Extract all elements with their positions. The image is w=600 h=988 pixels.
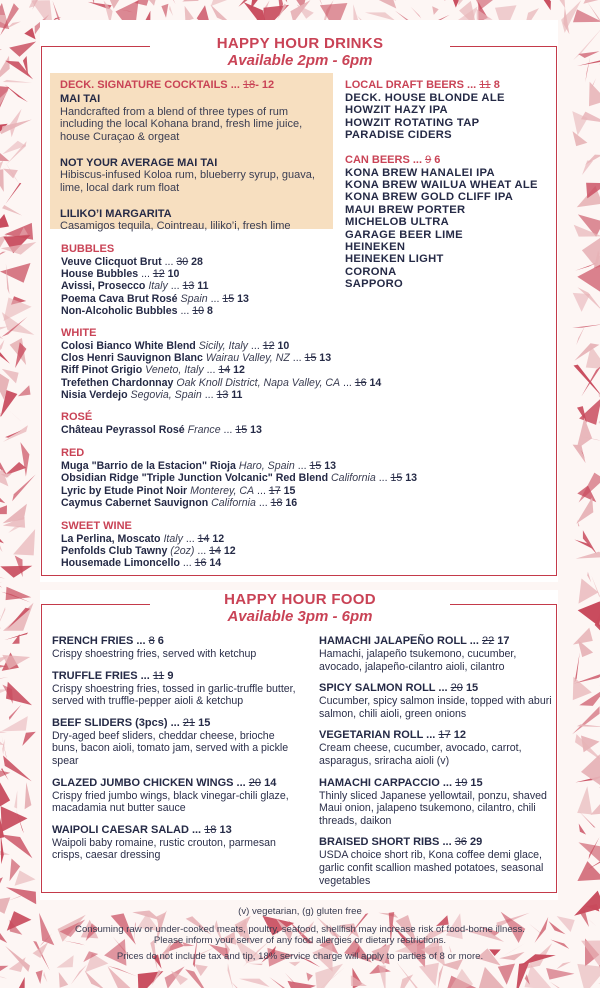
wine-name: Caymus Cabernet Sauvignon: [61, 496, 209, 509]
wine-new-price: 14: [369, 376, 382, 389]
wine-new-price: 12: [233, 364, 245, 377]
food-item: [319, 682, 554, 720]
beer-item: KONA BREW HANALEI IPA: [345, 166, 495, 179]
wine-origin: California: [211, 496, 256, 509]
wine-old-price: 16: [194, 557, 207, 570]
wine-new-price: 11: [197, 280, 209, 293]
wine-origin: Veneto, Italy: [145, 364, 204, 377]
food-item-name: [319, 635, 554, 648]
wine-name: Obsidian Ridge "Triple Junction Volcanic" Red Blend: [61, 472, 329, 485]
wine-old-price: 15: [222, 292, 235, 305]
wine-name: House Bubbles: [61, 268, 139, 281]
wine-origin: (2oz): [170, 545, 195, 558]
draft-beers-heading: LOCAL DRAFT BEERS ... 11 8: [345, 79, 500, 91]
wine-new-price: 15: [283, 484, 296, 497]
wine-origin: Monterey, CA: [190, 484, 255, 497]
wine-new-price: 10: [167, 268, 180, 281]
wine-old-price: 17: [268, 484, 281, 497]
wine-new-price: 13: [237, 292, 249, 305]
food-name-text: HAMACHI JALAPEÑO ROLL ...: [319, 635, 479, 647]
wine-item: Obsidian Ridge "Triple Junction Volcanic" Red Blend California ... 15 13: [61, 472, 418, 485]
food-description: Cucumber, spicy salmon inside, topped with aburi salmon, chili aioli, green onions: [319, 695, 552, 720]
wine-name: Riff Pinot Grigio: [61, 364, 143, 377]
wine-old-price: 15: [309, 460, 322, 473]
wine-old-price: 15: [235, 424, 248, 437]
cocktail-item: MAI TAI Handcrafted from a blend of three types of rum including the local Kohana brand, fresh lime juice, house Curaçao & orgeat: [60, 93, 303, 143]
signature-old-price: 18: [242, 79, 256, 91]
wine-old-price: 15: [390, 472, 403, 485]
wine-section-heading: SWEET WINE: [61, 520, 132, 533]
wine-new-price: 11: [231, 388, 243, 401]
wine-old-price: 15: [304, 352, 317, 365]
wine-item: Colosi Bianco White Blend Sicily, Italy ... 12 10: [61, 340, 290, 353]
wine-new-price: 28: [191, 256, 203, 268]
wine-item: Muga "Barrio de la Estacion" Rioja Haro, Spain ... 15 13: [61, 460, 337, 473]
wine-item: Non-Alcoholic Bubbles ... 10 8: [61, 304, 213, 317]
beer-item: HEINEKEN: [345, 241, 406, 254]
wine-item: Nisia Verdejo Segovia, Spain ... 13 11: [61, 388, 243, 401]
food-name-text: BEEF SLIDERS (3pcs) ...: [52, 716, 180, 729]
service-charge-notice: Prices do not include tax and tip, 18% service charge will apply to parties of 8 or more.: [116, 951, 484, 962]
food-item-name: [52, 777, 302, 790]
beer-item: PARADISE CIDERS: [345, 129, 452, 142]
food-title: HAPPY HOUR FOOD: [224, 591, 376, 608]
wine-origin: France: [187, 424, 221, 437]
beer-item: HOWZIT HAZY IPA: [345, 104, 448, 117]
food-new-price: 6: [157, 635, 164, 647]
wine-name: Château Peyrassol Rosé: [61, 424, 185, 437]
food-old-price: 19: [455, 776, 468, 789]
food-item: [319, 836, 554, 887]
allergy-notice: Please inform your server of any food allergies or dietary restrictions.: [153, 935, 447, 946]
wine-origin: Spain: [180, 292, 208, 305]
wine-name: Housemade Limoncello: [61, 557, 180, 570]
food-name-text: FRENCH FRIES ...: [52, 635, 146, 647]
wine-name: Non-Alcoholic Bubbles: [61, 304, 178, 317]
food-hours: Available 3pm - 6pm: [227, 608, 373, 625]
food-old-price: 36: [454, 836, 467, 849]
food-item: [319, 729, 554, 767]
wine-name: Poema Cava Brut Rosé: [61, 292, 178, 305]
dietary-legend: (v) vegetarian, (g) gluten free: [238, 906, 362, 917]
food-new-price: 17: [497, 635, 510, 647]
wine-origin: Oak Knoll District, Napa Valley, CA: [176, 376, 341, 389]
food-item-name: [52, 824, 302, 837]
food-item-name: [319, 682, 554, 695]
wine-name: La Perlina, Moscato: [61, 533, 161, 546]
wine-old-price: 13: [216, 388, 229, 401]
wine-new-price: 14: [209, 557, 222, 570]
wine-old-price: 13: [182, 280, 195, 293]
food-name-text: TRUFFLE FRIES ...: [52, 669, 150, 682]
food-item-name: [319, 729, 554, 742]
wine-item: Housemade Limoncello ... 16 14: [61, 557, 222, 570]
drinks-header: [150, 35, 450, 69]
food-header: [150, 591, 450, 625]
food-name-text: WAIPOLI CAESAR SALAD ...: [52, 823, 202, 836]
wine-origin: Sicily, Italy: [198, 340, 248, 353]
beer-item: MAUI BREW PORTER: [345, 203, 466, 216]
wine-new-price: 10: [277, 340, 290, 353]
wine-old-price: 30: [176, 256, 189, 268]
food-item-name: [319, 836, 554, 849]
draft-beer-items: [345, 92, 550, 142]
wine-name: Veuve Clicquot Brut: [61, 256, 162, 268]
wine-new-price: 13: [319, 352, 332, 365]
food-item-name: [52, 717, 302, 730]
wine-name: Lyric by Etude Pinot Noir: [61, 484, 188, 497]
wine-origin: Wairau Valley, NZ: [205, 352, 290, 365]
food-column-left: [52, 635, 302, 862]
drinks-hours: Available 2pm - 6pm: [227, 52, 373, 69]
food-item: [52, 777, 302, 815]
wine-origin: Italy: [148, 280, 168, 293]
wine-section-heading: ROSÉ: [61, 411, 93, 424]
wine-name: Avissi, Prosecco: [61, 280, 146, 293]
food-description: Waipoli baby romaine, rustic crouton, parmesan crisps, caesar dressing: [52, 836, 276, 862]
cocktail-item: LILIKO’I MARGARITA Casamigos tequila, Cointreau, liliko’i, fresh lime: [60, 207, 291, 233]
wine-new-price: 16: [285, 496, 298, 509]
wine-list: [61, 243, 541, 570]
food-item: [52, 824, 302, 862]
food-name-text: BRAISED SHORT RIBS ...: [319, 836, 452, 849]
food-old-price: 21: [182, 716, 196, 729]
beer-item: SAPPORO: [345, 278, 404, 291]
wine-origin: California: [331, 472, 376, 485]
food-name-text: VEGETARIAN ROLL ...: [319, 729, 436, 742]
can-beers-heading: CAN BEERS ... 9 6: [345, 153, 441, 166]
food-item-name: [52, 635, 302, 648]
wine-old-price: 10: [192, 304, 205, 317]
food-new-price: 15: [470, 776, 483, 789]
food-column-right: [319, 635, 554, 887]
wine-origin: Haro, Spain: [238, 460, 295, 473]
wine-old-price: 14: [197, 533, 210, 546]
wine-section: [61, 447, 541, 509]
wine-origin: Italy: [163, 533, 183, 546]
food-old-price: 17: [438, 729, 451, 742]
wine-old-price: 12: [262, 340, 275, 353]
food-new-price: 15: [465, 682, 479, 695]
wine-new-price: 12: [223, 545, 236, 558]
wine-item: Trefethen Chardonnay Oak Knoll District, Napa Valley, CA ... 16 14: [61, 376, 382, 389]
food-item: [52, 717, 302, 768]
wine-section-heading: RED: [61, 447, 85, 460]
food-new-price: 13: [219, 823, 232, 836]
food-description: Thinly sliced Japanese yellowtail, ponzu, shaved Maui onion, jalapeno tsukemono, cilantro, chili threads, daikon: [319, 789, 547, 827]
wine-section: [61, 520, 541, 570]
wine-item: Riff Pinot Grigio Veneto, Italy ... 14 12: [61, 364, 245, 377]
food-item: [52, 635, 302, 661]
food-old-price: 20: [450, 682, 463, 695]
wine-item: Veuve Clicquot Brut ... 30 28: [61, 256, 203, 268]
food-name-text: GLAZED JUMBO CHICKEN WINGS ...: [52, 776, 246, 789]
wine-old-price: 16: [354, 376, 367, 389]
wine-name: Nisia Verdejo: [61, 388, 128, 401]
wine-origin: Segovia, Spain: [130, 388, 202, 401]
beer-item: KONA BREW GOLD CLIFF IPA: [345, 191, 514, 204]
signature-cocktails: [60, 79, 328, 233]
wine-old-price: 12: [152, 268, 165, 281]
food-description: Dry-aged beef sliders, cheddar cheese, brioche buns, bacon aioli, tomato jam, served with a pickle spear: [52, 729, 289, 767]
food-item: [319, 635, 554, 673]
food-item-name: [319, 777, 554, 790]
signature-heading: DECK. SIGNATURE COCKTAILS ... 18- 12: [60, 79, 275, 91]
beer-item: CORONA: [345, 265, 397, 278]
food-description: Hamachi, jalapeño tsukemono, cucumber, avocado, jalapeño-cilantro aioli, cilantro: [319, 648, 517, 673]
wine-item: Château Peyrassol Rosé France ... 15 13: [61, 424, 262, 437]
wine-item: Poema Cava Brut Rosé Spain ... 15 13: [61, 292, 249, 305]
food-name-text: HAMACHI CARPACCIO ...: [319, 776, 453, 789]
food-old-price: 20: [248, 776, 262, 789]
wine-name: Muga "Barrio de la Estacion" Rioja: [61, 460, 236, 473]
wine-name: Colosi Bianco White Blend: [61, 340, 196, 353]
wine-item: La Perlina, Moscato Italy ... 14 12: [61, 533, 225, 546]
signature-new-price: 12: [261, 79, 275, 91]
food-description: USDA choice short rib, Kona coffee demi glace, garlic confit scallion mashed potatoes, seasonal vegetables: [319, 849, 544, 887]
wine-section-heading: BUBBLES: [61, 243, 115, 255]
food-new-price: 29: [470, 836, 483, 849]
wine-old-price: 14: [209, 545, 221, 558]
beer-item: MICHELOB ULTRA: [345, 216, 450, 229]
food-new-price: 12: [453, 729, 466, 742]
wine-new-price: 13: [324, 460, 337, 473]
food-old-price: 22: [481, 635, 495, 647]
beer-item: KONA BREW WAILUA WHEAT ALE: [345, 179, 538, 192]
wine-old-price: 14: [218, 364, 231, 377]
raw-food-warning: Consuming raw or under-cooked meats, poultry, seafood, shellfish may increase risk of food-borne illness.: [75, 924, 525, 935]
wine-section: [61, 411, 541, 436]
food-item-name: [52, 670, 302, 683]
food-old-price: 11: [152, 669, 165, 682]
wine-new-price: 13: [405, 472, 418, 485]
food-description: Crispy fried jumbo wings, black vinegar-chili glaze, macadamia nut butter sauce: [52, 789, 289, 815]
wine-item: Avissi, Prosecco Italy ... 13 11: [61, 280, 209, 293]
wine-name: Penfolds Club Tawny: [61, 545, 168, 558]
cocktail-item: NOT YOUR AVERAGE MAI TAI Hibiscus-infused Koloa rum, blueberry syrup, guava, lime, local dark rum float: [60, 156, 315, 194]
beer-item: HOWZIT ROTATING TAP: [345, 116, 480, 129]
wine-item: House Bubbles ... 12 10: [61, 268, 180, 281]
food-new-price: 15: [198, 716, 211, 729]
food-description: Cream cheese, cucumber, avocado, carrot, asparagus, sriracha aioli (v): [319, 742, 522, 767]
food-old-price: 8: [148, 635, 155, 647]
wine-item: Clos Henri Sauvignon Blanc Wairau Valley, NZ ... 15 13: [61, 352, 332, 365]
wine-item: Lyric by Etude Pinot Noir Monterey, CA ... 17 15: [61, 484, 296, 497]
wine-old-price: 18: [270, 496, 283, 509]
food-name-text: SPICY SALMON ROLL ...: [319, 682, 448, 695]
wine-item: Penfolds Club Tawny (2oz) ... 14 12: [61, 545, 236, 558]
wine-new-price: 8: [207, 304, 213, 317]
beer-item: HEINEKEN LIGHT: [345, 253, 444, 266]
food-item: [52, 670, 302, 708]
drinks-title: HAPPY HOUR DRINKS: [216, 35, 384, 52]
wine-new-price: 12: [212, 533, 225, 546]
wine-section: [61, 327, 541, 401]
food-description: Crispy shoestring fries, served with ketchup: [52, 648, 257, 660]
wine-section-heading: WHITE: [61, 327, 97, 340]
food-old-price: 18: [204, 823, 217, 836]
beer-item: DECK. HOUSE BLONDE ALE: [345, 92, 505, 104]
food-new-price: 14: [264, 776, 277, 789]
food-new-price: 9: [167, 669, 174, 682]
wine-section: [61, 243, 541, 317]
wine-name: Trefethen Chardonnay: [61, 376, 174, 389]
food-item: [319, 777, 554, 828]
food-description: Crispy shoestring fries, tossed in garlic-truffle butter, served with truffle-pepper aioli & ketchup: [52, 682, 296, 708]
wine-item: Caymus Cabernet Sauvignon California ... 18 16: [61, 496, 298, 509]
wine-name: Clos Henri Sauvignon Blanc: [61, 352, 203, 365]
wine-new-price: 13: [250, 424, 262, 437]
beer-item: GARAGE BEER LIME: [345, 228, 463, 241]
